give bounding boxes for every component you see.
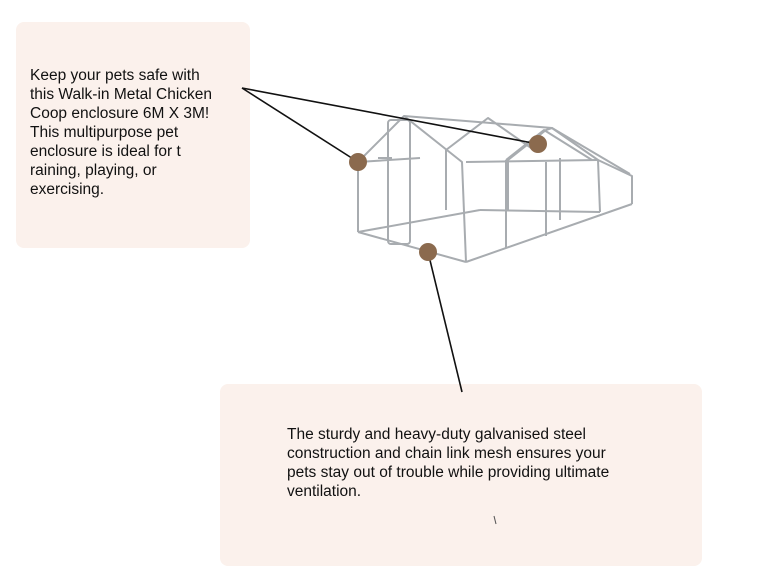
- leader-line-3: [428, 252, 462, 392]
- base-rail-back: [358, 210, 480, 232]
- back-right-frame: [598, 160, 632, 204]
- callout-text-bottom: The sturdy and heavy-duty galvanised steel construction and chain link mesh ensures your pets stay out of trouble while providing ultimate ventilation.: [287, 426, 610, 500]
- base-rail-right: [466, 204, 632, 262]
- ridge-line-right: [466, 160, 598, 162]
- base-rail-rear: [480, 210, 600, 212]
- marker-dot-base: [419, 243, 437, 261]
- base-rail-front: [358, 232, 466, 262]
- coop-frame: [358, 116, 632, 262]
- front-gable: [358, 116, 466, 262]
- callout-text-top: Keep your pets safe with this Walk-in Metal Chicken Coop enclosure 6M X 3M! This multipurpose pet enclosure is ideal for t raining, playing, or exercising.: [30, 67, 213, 198]
- marker-dot-roof: [529, 135, 547, 153]
- ridge-line-top: [552, 128, 630, 174]
- marker-dot-front: [349, 153, 367, 171]
- stray-mark: [494, 516, 496, 524]
